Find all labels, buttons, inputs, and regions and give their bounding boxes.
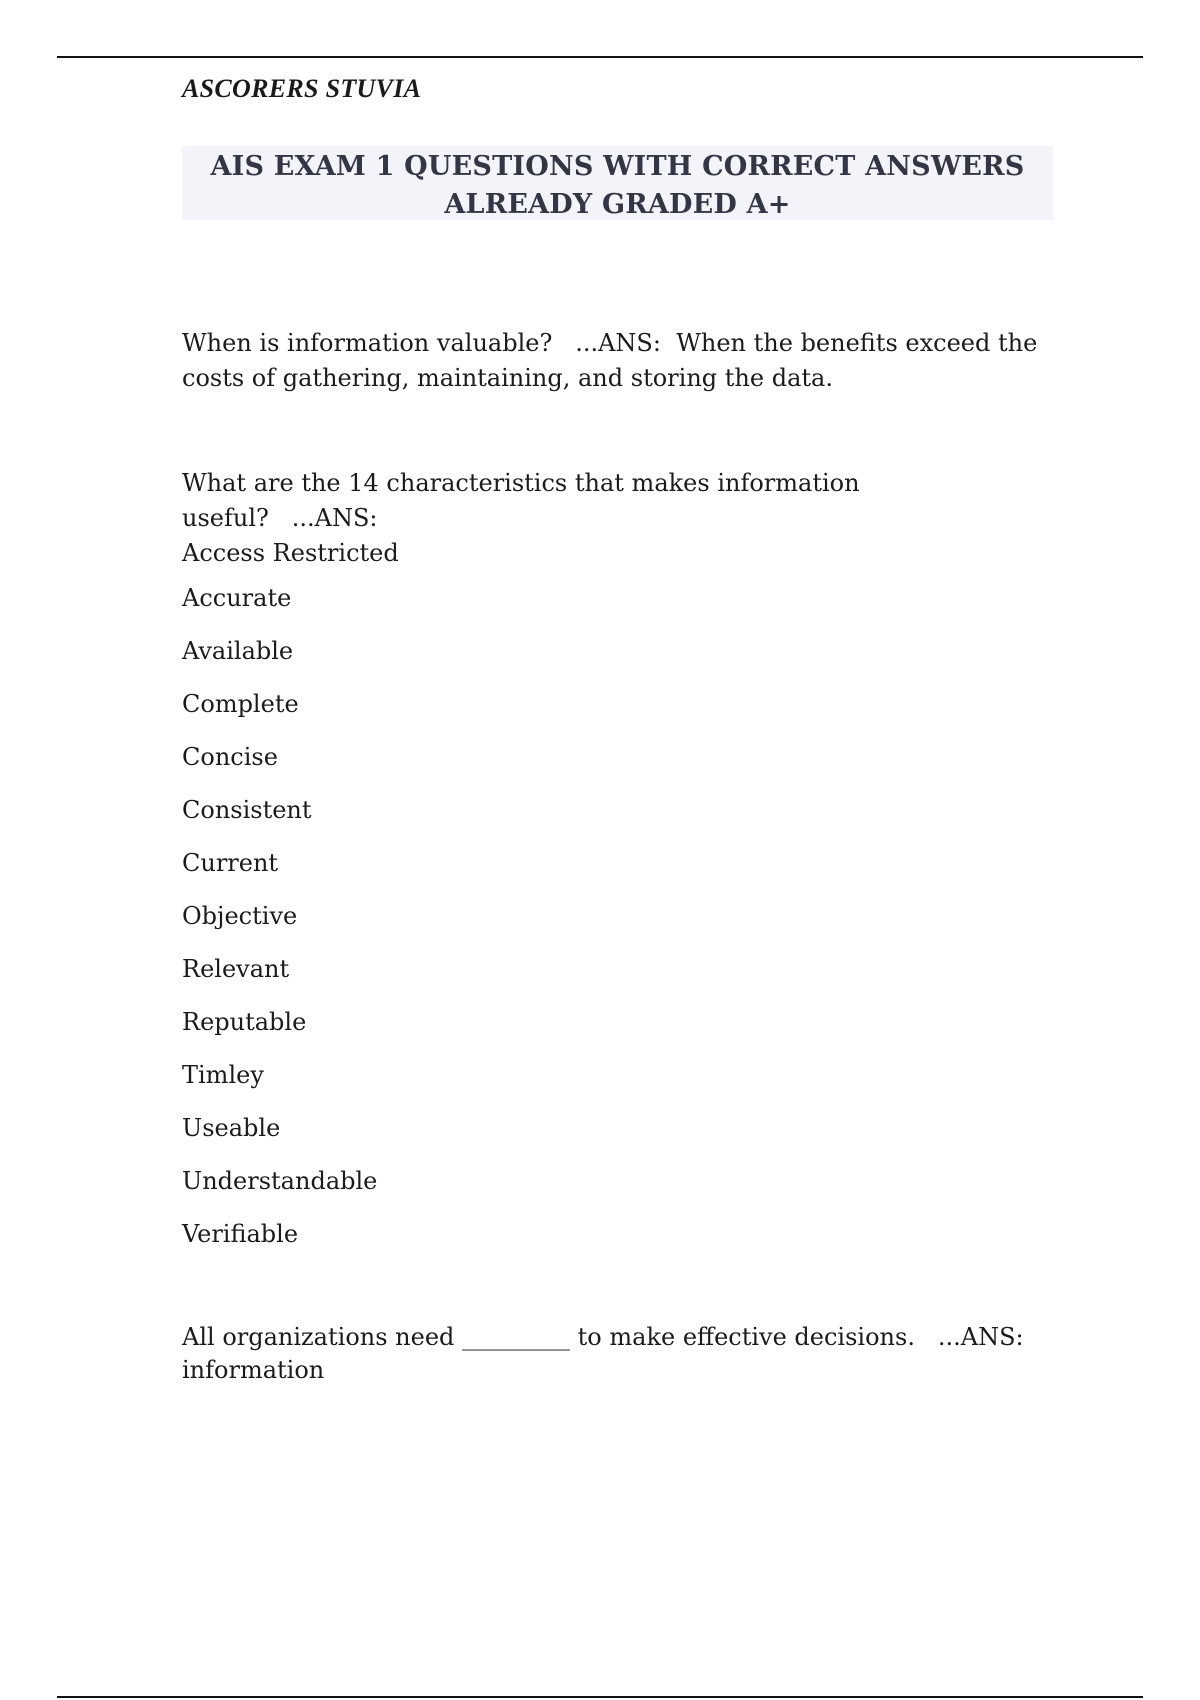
qa-content xyxy=(182,326,1062,1387)
qa-item xyxy=(182,1321,1062,1387)
document-title xyxy=(182,146,1053,220)
title-line-2: ALREADY GRADED A+ xyxy=(444,189,791,220)
list-item: Understandable xyxy=(182,1167,378,1195)
answer-text: information xyxy=(182,1356,325,1384)
list-item: Timley xyxy=(182,1061,264,1089)
list-item: Available xyxy=(182,637,294,665)
answer-text: Access Restricted xyxy=(182,539,399,567)
answer-marker: ...ANS: xyxy=(937,1323,1024,1351)
document-author-header: ASCORERS STUVIA xyxy=(182,74,422,103)
characteristics-list xyxy=(182,581,1062,1270)
qa-item xyxy=(182,326,1062,396)
qa-item xyxy=(182,466,1062,1270)
list-item: Current xyxy=(182,849,279,877)
answer-text: When the benefits exceed the costs of gathering, maintaining, and storing the data. xyxy=(182,329,1038,392)
list-item: Reputable xyxy=(182,1008,307,1036)
list-item: Verifiable xyxy=(182,1220,299,1248)
answer-marker: ...ANS: xyxy=(291,504,378,532)
list-item: Objective xyxy=(182,902,298,930)
question-text: When is information valuable? xyxy=(182,329,553,357)
list-item: Useable xyxy=(182,1114,281,1142)
question-text: What are the 14 characteristics that makes information useful? xyxy=(182,469,860,532)
list-item: Consistent xyxy=(182,796,312,824)
list-item: Concise xyxy=(182,743,278,771)
title-line-1: AIS EXAM 1 QUESTIONS WITH CORRECT ANSWERS xyxy=(210,151,1025,182)
answer-marker: ...ANS: xyxy=(575,329,661,357)
top-rule xyxy=(57,56,1143,58)
list-item: Accurate xyxy=(182,584,292,612)
list-item: Relevant xyxy=(182,955,290,983)
question-text: All organizations need _________ to make effective decisions. xyxy=(182,1323,915,1351)
list-item: Complete xyxy=(182,690,299,718)
bottom-rule xyxy=(57,1696,1143,1698)
